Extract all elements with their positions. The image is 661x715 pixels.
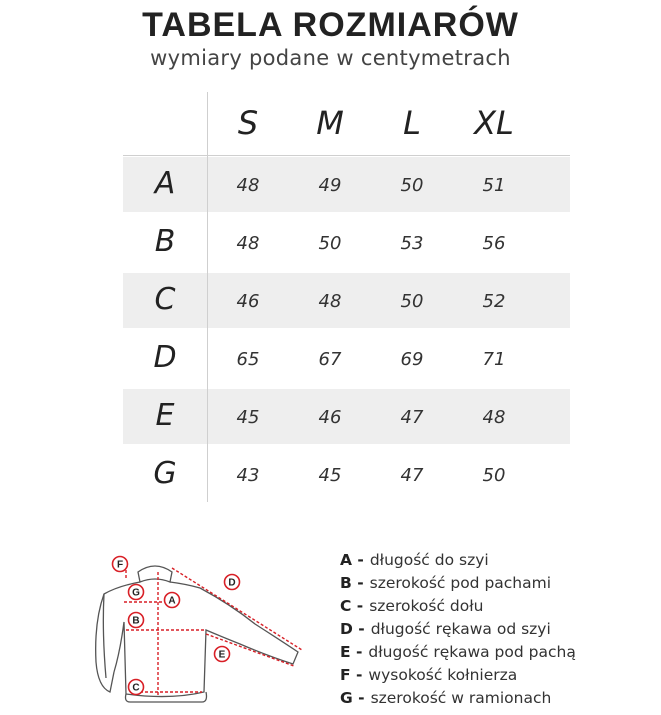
marker-e bbox=[215, 647, 230, 662]
cell-b-xl: 56 bbox=[482, 233, 506, 254]
legend-desc: wysokość kołnierza bbox=[368, 666, 518, 684]
legend-key: E - bbox=[340, 643, 363, 661]
marker-label: E bbox=[218, 649, 226, 661]
row-label-d: D bbox=[153, 340, 177, 375]
cell-d-l: 69 bbox=[400, 349, 424, 370]
marker-label: G bbox=[132, 587, 140, 599]
size-header-m: M bbox=[316, 104, 344, 142]
legend-key: A - bbox=[340, 551, 364, 569]
cell-b-m: 50 bbox=[318, 233, 342, 254]
size-header-l: L bbox=[403, 104, 421, 142]
page-title: TABELA ROZMIARÓW bbox=[142, 6, 519, 44]
cell-g-l: 47 bbox=[400, 465, 424, 486]
legend-item-f bbox=[340, 664, 576, 687]
row-label-g: G bbox=[153, 456, 177, 491]
cell-g-m: 45 bbox=[318, 465, 342, 486]
marker-b bbox=[129, 613, 144, 628]
legend-desc: długość rękawa pod pachą bbox=[368, 643, 576, 661]
legend-desc: szerokość pod pachami bbox=[369, 574, 552, 592]
legend-key: F - bbox=[340, 666, 363, 684]
legend-item-a bbox=[340, 549, 576, 572]
marker-label: A bbox=[168, 595, 176, 607]
legend-desc: długość do szyi bbox=[369, 551, 489, 569]
legend-key: B - bbox=[340, 574, 364, 592]
marker-c bbox=[129, 680, 144, 695]
size-header-xl: XL bbox=[474, 104, 514, 142]
table-header-divider bbox=[123, 155, 570, 156]
marker-label: C bbox=[132, 682, 140, 694]
row-label-e: E bbox=[155, 398, 175, 433]
cell-c-m: 48 bbox=[318, 291, 342, 312]
legend-desc: długość rękawa od szyi bbox=[370, 620, 551, 638]
legend-key: G - bbox=[340, 689, 365, 707]
legend-key: D - bbox=[340, 620, 365, 638]
cell-d-xl: 71 bbox=[482, 349, 506, 370]
cell-e-m: 46 bbox=[318, 407, 342, 428]
cell-g-xl: 50 bbox=[482, 465, 506, 486]
cell-e-s: 45 bbox=[236, 407, 260, 428]
measurement-legend bbox=[340, 549, 576, 710]
cell-e-l: 47 bbox=[400, 407, 424, 428]
cell-c-xl: 52 bbox=[482, 291, 506, 312]
legend-item-e bbox=[340, 641, 576, 664]
legend-item-c bbox=[340, 595, 576, 618]
marker-d bbox=[225, 575, 240, 590]
marker-label: F bbox=[116, 559, 124, 571]
cell-c-s: 46 bbox=[236, 291, 260, 312]
marker-g bbox=[129, 585, 144, 600]
row-label-a: A bbox=[154, 166, 176, 201]
size-header-s: S bbox=[237, 104, 259, 142]
cell-d-m: 67 bbox=[318, 349, 342, 370]
marker-label: D bbox=[228, 577, 236, 589]
measurement-markers bbox=[113, 557, 240, 695]
cell-b-s: 48 bbox=[236, 233, 260, 254]
marker-f bbox=[113, 557, 128, 572]
legend-key: C - bbox=[340, 597, 364, 615]
marker-label: B bbox=[132, 615, 140, 627]
legend-item-d bbox=[340, 618, 576, 641]
cell-c-l: 50 bbox=[400, 291, 424, 312]
cell-a-l: 50 bbox=[400, 175, 424, 196]
cell-a-s: 48 bbox=[236, 175, 260, 196]
sweater-outline bbox=[96, 566, 298, 702]
row-label-b: B bbox=[154, 224, 176, 259]
cell-b-l: 53 bbox=[400, 233, 424, 254]
legend-desc: szerokość dołu bbox=[369, 597, 484, 615]
row-label-c: C bbox=[154, 282, 176, 317]
cell-a-m: 49 bbox=[318, 175, 342, 196]
cell-d-s: 65 bbox=[236, 349, 260, 370]
cell-g-s: 43 bbox=[236, 465, 260, 486]
marker-a bbox=[165, 593, 180, 608]
page-subtitle: wymiary podane w centymetrach bbox=[150, 46, 511, 70]
cell-e-xl: 48 bbox=[482, 407, 506, 428]
legend-item-g bbox=[340, 687, 576, 710]
legend-item-b bbox=[340, 572, 576, 595]
legend-desc: szerokość w ramionach bbox=[370, 689, 552, 707]
cell-a-xl: 51 bbox=[482, 175, 506, 196]
sweater-measurement-diagram bbox=[90, 552, 320, 712]
